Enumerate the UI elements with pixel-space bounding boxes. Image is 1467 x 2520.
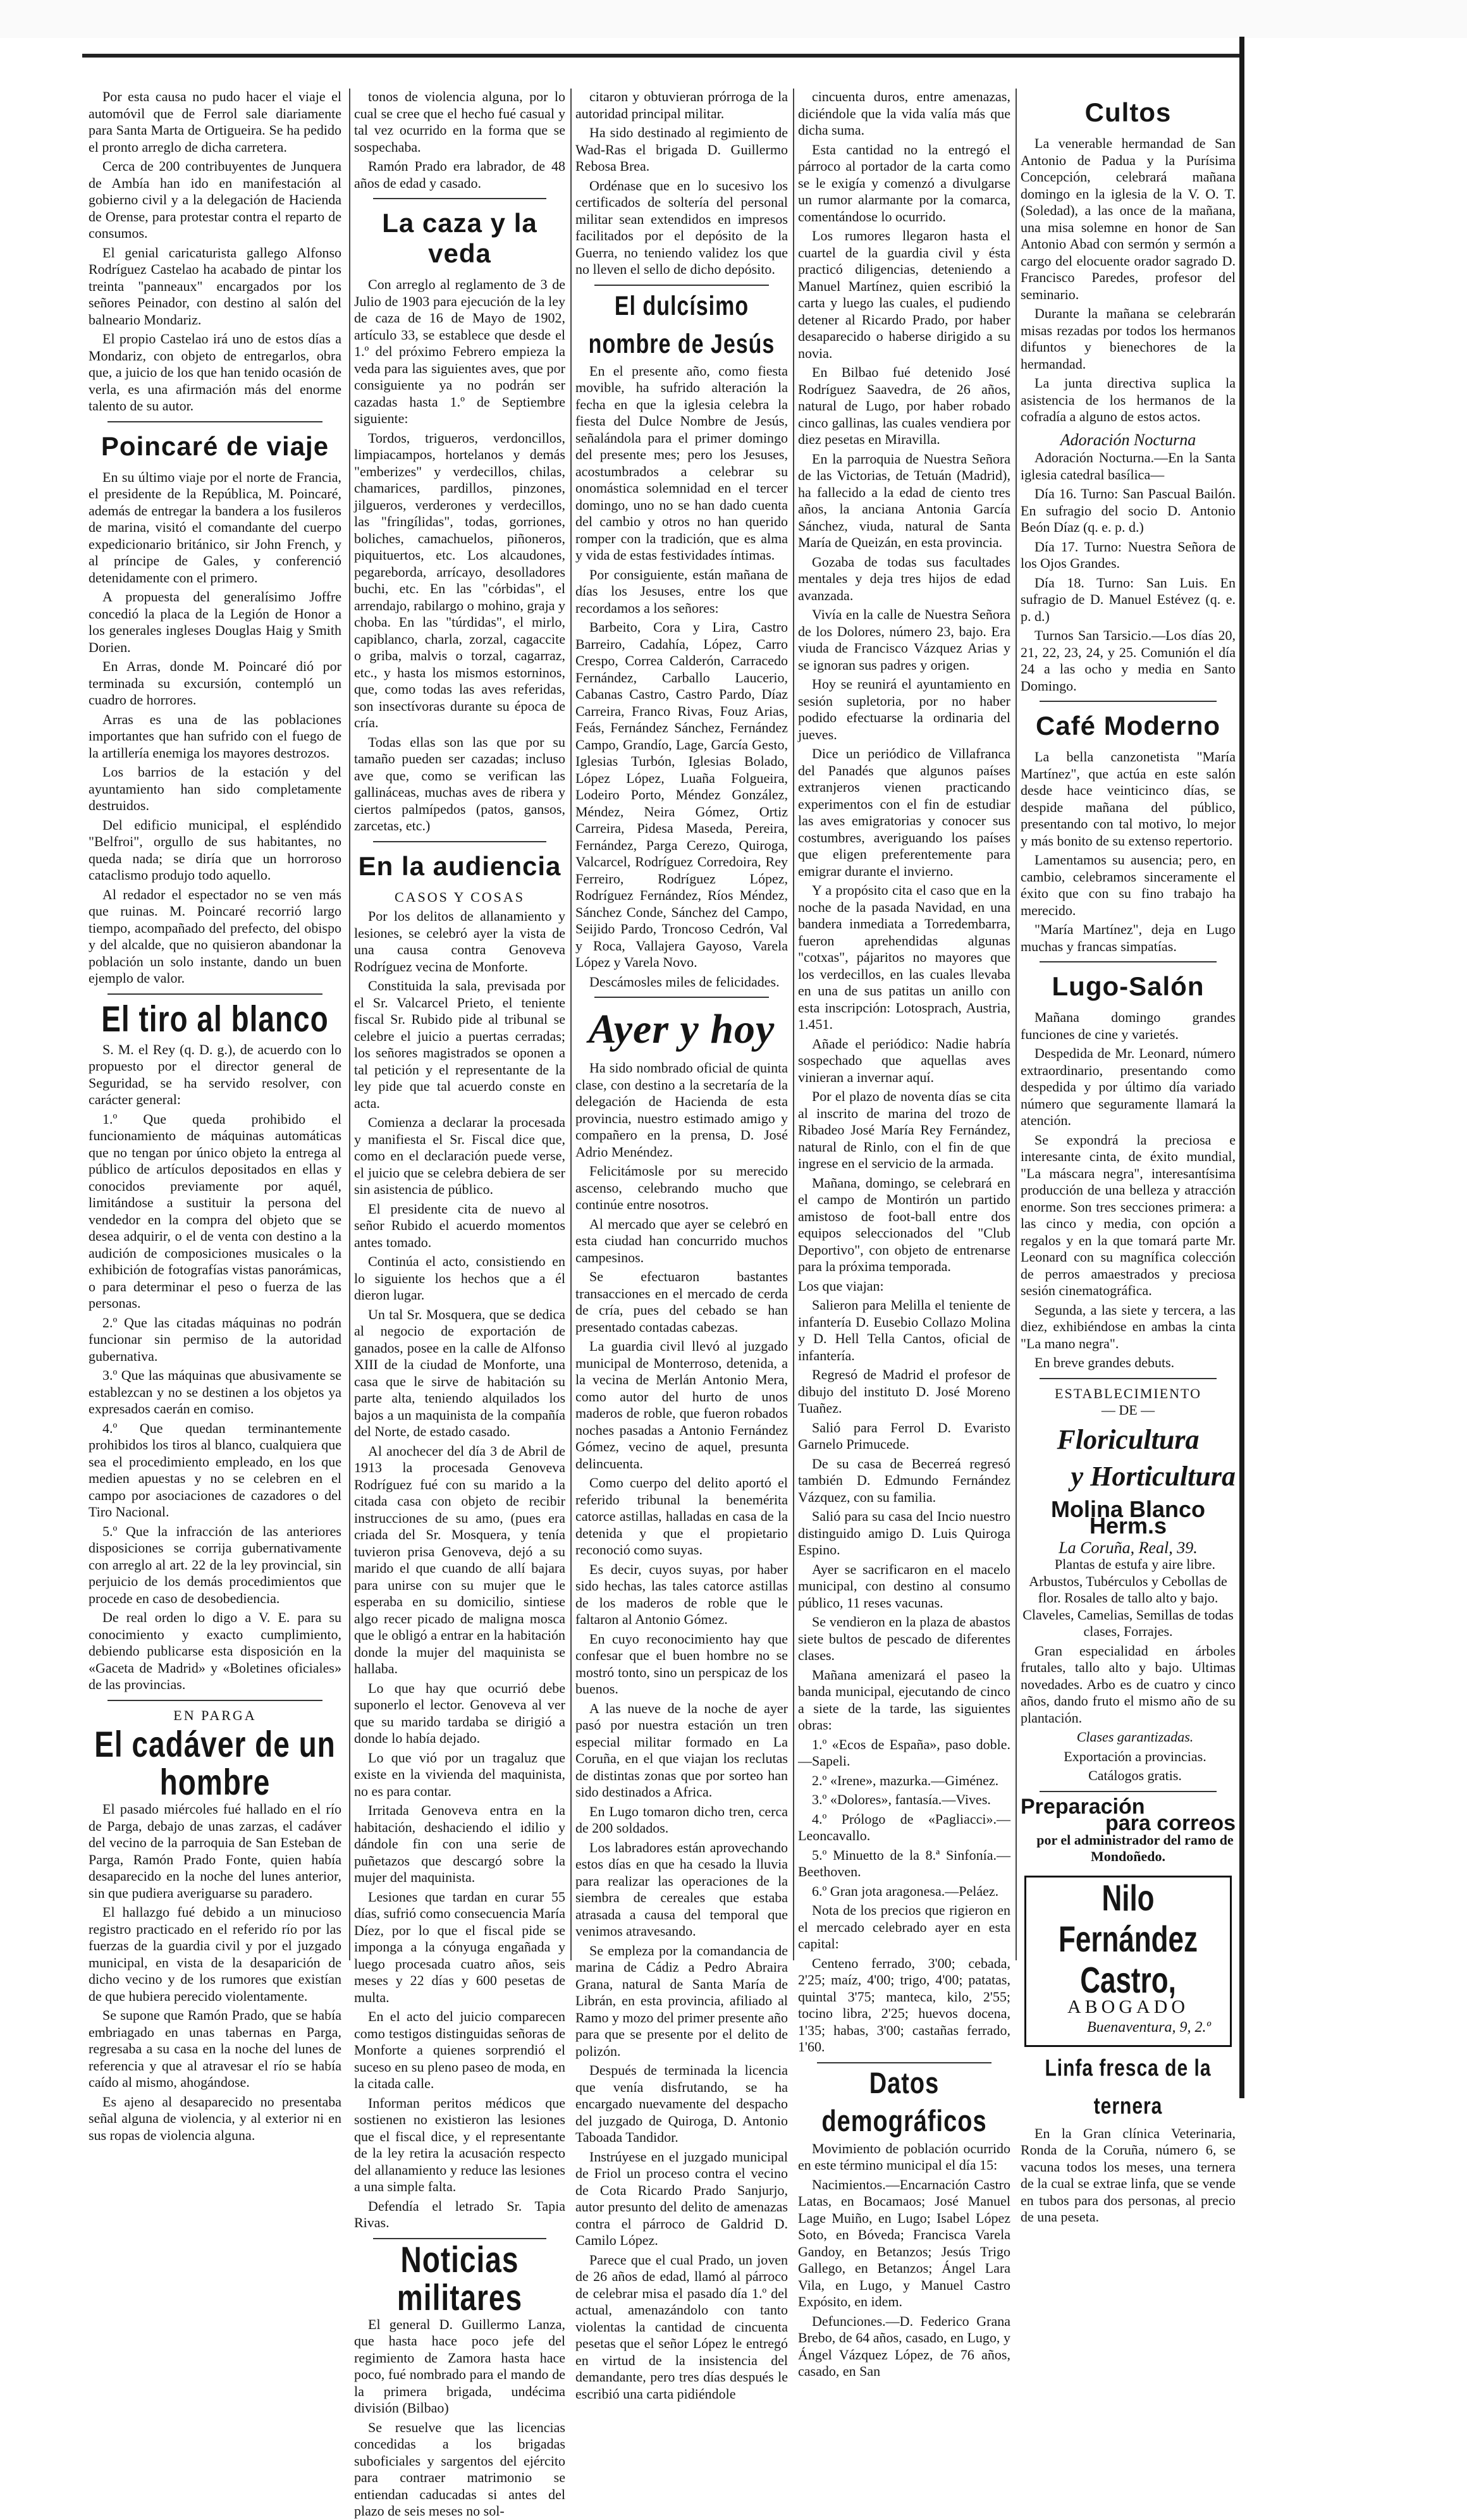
subheading-adoracion: Adoración Nocturna — [1060, 430, 1196, 449]
article-paragraph: En el acto del juicio comparecen como testigos distinguidas señoras de Monforte a quienes sorprendió el suceso en su pleno paseo de moda, en la citada calle. — [354, 2008, 565, 2091]
headline-linfa: Linfa fresca de la ternera — [1045, 2055, 1212, 2119]
article-paragraph: 2.º Que las citadas máquinas no podrán funcionar sin permiso de la autoridad gubernativa. — [89, 1314, 341, 1364]
ad-preparacion-text: por el administrador del ramo de Mondoñedo. — [1036, 1831, 1234, 1864]
news-paragraph: Mañana amenizará el paseo la banda municipal, ejecutando de cinco a siete de la tarde, las siguientes obras: — [798, 1666, 1010, 1733]
news-paragraph: Nota de los precios que rigieron en el mercado celebrado ayer en esta capital: — [798, 1902, 1010, 1951]
article-paragraph: 4.º Que quedan terminantemente prohibidos los tiros al blanco, cualquiera que sea el procedimiento empleado, en los que medien apuestas y no se celebren en el campo por asociaciones de cazadores o del Tiro Nacional. — [89, 1420, 341, 1520]
news-paragraph: El propio Castelao irá uno de estos días a Mondariz, con objeto de entregarlos, obra que, a juicio de los que han tenido ocasión de verla, es una afirmación más del enorme talento de su autor. — [89, 331, 341, 414]
ad-floricultura: Floricultura — [1057, 1423, 1200, 1455]
column-4 — [798, 89, 1010, 2379]
article-paragraph: Adoración Nocturna.—En la Santa iglesia catedral basílica— — [1021, 450, 1236, 482]
article-paragraph: Instrúyese en el juzgado municipal de Friol un proceso contra el vecino de Cota Ricardo Prado Sanjurjo, autor presunto del delito de amenazas contra el párroco de Galdrid D. Camilo López. — [575, 2148, 788, 2248]
article-paragraph: La venerable hermandad de San Antonio de Padua y la Purísima Concepción, celebrará mañana domingo en la iglesia de la V. O. T. (Soledad), a las once de la mañana, una misa solemne en honor de San Antonio Abad con sermón y sermón a cargo del elocuente orador sagrado D. Francisco Paredes, profesor del seminario. — [1021, 135, 1236, 302]
news-paragraph: Gozaba de todas sus facultades mentales y deja tres hijos de edad avanzada. — [798, 553, 1010, 603]
section-divider — [107, 421, 322, 422]
article-paragraph: Se resuelve que las licencias concedidas a los brigadas suboficiales y sargentos del ejército para contraer matrimonio se entiendan caducadas si antes del plazo de seis meses no sol- — [354, 2419, 565, 2519]
headline-poincare: Poincaré de viaje — [101, 431, 329, 461]
ad-preparacion-title: Preparación — [1021, 1794, 1145, 1819]
program-item: 1.º «Ecos de España», paso doble.—Sapeli. — [798, 1736, 1010, 1769]
article-paragraph: Lo que vió por un tragaluz que existe en la vivienda del maquinista, no es para contar. — [354, 1749, 565, 1799]
article-paragraph: Comienza a declarar la procesada y manifiesta el Sr. Fiscal dice que, como en el declaración puede verse, el juicio que se celebra debiera de ser sin asistencia de público. — [354, 1114, 565, 1197]
ad-preparacion-line: para correos — [1105, 1811, 1236, 1835]
article-paragraph: En la Gran clínica Veterinaria, Ronda de la Coruña, número 6, se vacuna todos los meses, una ternera de la cual se extrae linfa, que se vende en tubos para dos personas, al precio de una peseta. — [1021, 2125, 1236, 2225]
news-paragraph: Hoy se reunirá el ayuntamiento en sesión supletoria, por no haber podido efectuarse la ordinaria del jueves. — [798, 676, 1010, 742]
article-paragraph: Es ajeno al desaparecido no presentaba señal alguna de violencia, y al exterior ni en sus ropas de violencia alguna. — [89, 2093, 341, 2143]
article-paragraph: En Arras, donde M. Poincaré dió por terminada su excursión, contempló un cuadro de horrores. — [89, 658, 341, 708]
section-divider — [1040, 961, 1217, 962]
ad-paragraph: Clases garantizadas. — [1076, 1729, 1194, 1745]
right-page-edge — [1239, 37, 1244, 2098]
article-paragraph: Turnos San Tarsicio.—Los días 20, 21, 22, 23, 24, y 25. Comunión el día 24 a las ocho y media en Santo Domingo. — [1021, 627, 1236, 694]
program-item: 4.º Prólogo de «Pagliacci».—Leoncavallo. — [798, 1810, 1010, 1843]
article-paragraph: Como cuerpo del delito aportó el referido tribunal la benemérita catorce astillas, halladas en casa de la detenida y que el propietario reconoció como suyas. — [575, 1475, 788, 1558]
section-divider — [373, 841, 546, 842]
news-paragraph: Por esta causa no pudo hacer el viaje el automóvil que de Ferrol sale diariamente para Santa Marta de Ortigueira. Se ha pedido el pronto arreglo de dicha carretera. — [89, 89, 341, 155]
news-paragraph: Esta cantidad no la entregó el párroco al portador de la carta como se le exigía y comenzó a divulgarse un rumor alarmante por la comarca, comentándose lo ocurrido. — [798, 141, 1010, 224]
article-paragraph: Defendía el letrado Sr. Tapia Rivas. — [354, 2197, 565, 2230]
article-paragraph: Constituida la sala, previsada por el Sr. Valcarcel Prieto, el teniente fiscal Sr. Rubido pide al tribunal se celebre el juicio a puertas cerradas; los señores magistrados se oponen a tal petición y el representante de la ley pide que tal acuerdo conste en acta. — [354, 978, 565, 1111]
ad-paragraph: Gran especialidad en árboles frutales, tallo alto y bajo. Ultimas novedades. Arbo es de cuatro y cinco años, dando fruto el mismo año de su plantación. — [1021, 1642, 1236, 1726]
news-paragraph: Vivía en la calle de Nuestra Señora de los Dolores, número 23, bajo. Era viuda de Francisco Vázquez Arias y se ignoran sus padres y origen. — [798, 606, 1010, 673]
headline-ayer-y-hoy: Ayer y hoy — [588, 1006, 775, 1052]
section-divider — [817, 2062, 991, 2063]
article-paragraph: Tordos, trigueros, verdoncillos, limpiacampos, hortelanos y demás "emberizes" y verdecillos, chilas, chamarices, pardillos, pinzones, jilgueros, verderones y verdecillos, las "fringílidas", todas, gorriones, boliches, camachuelos, piñoneros, piquituertos, etc. Los alcaudones, pegareborda, arrícayo, desolladores buchi, etc. En las "córbidas", el arrendajo, rabilargo o mohino, graja y choba. En las "túrdidas", el mirlo, capiblanco, charla, zorzal, cagaccite o griba, malvis o torzal, cagarraz, etc., y hasta los mismos estorninos, que, como todas las aves referidas, son insectívoras durante su época de cría. — [354, 429, 565, 730]
article-paragraph: Todas ellas son las que por su tamaño pueden ser cazadas; incluso ave que, como se verifican las gallináceas, muchas aves de ribera y ciertos palmípedos (patos, gansos, zarcetas, etc.) — [354, 734, 565, 833]
article-paragraph: "María Martínez", deja en Lugo muchas y francas simpatías. — [1021, 921, 1236, 954]
article-paragraph: 3.º Que las máquinas que abusivamente se establezcan y no se destinen a los objetos ya expresados caerán en comiso. — [89, 1367, 341, 1417]
article-paragraph: Al redador el espectador no se ven más que ruinas. M. Poincaré recorrió largo tiempo, acompañado del prefecto, del obispo y del alcalde, que no quisieron abandonar la población un solo instante, dando un buen ejemplo de valor. — [89, 886, 341, 986]
article-paragraph: Lesiones que tardan en curar 55 días, sufrió como consecuencia María Díez, por lo que el fiscal pide se imponga a la cónyuga engañada y luego procesada cuatro años, seis meses y 22 días y 600 pesetas de multa. — [354, 1888, 565, 2005]
article-paragraph: Al mercado que ayer se celebró en esta ciudad han concurrido muchos campesinos. — [575, 1215, 788, 1265]
article-paragraph: Parece que el cual Prado, un joven de 26 años de edad, llamó al párroco de celebrar misa el pasado día 1.º del actual, amenazándolo con tanto violentas la cantidad de cincuenta pesetas que el señor López le entregó en virtud de la insistencia del demandante, pero tres días después le escribió una carta pidiéndole — [575, 2251, 788, 2402]
news-paragraph: Y a propósito cita el caso que en la noche de la pasada Navidad, en una bandera inmediata a Torredembarra, fueron aprehendidas algunas "cotxas", pájaritos no mayores que los verdecillos, en las cuales llevaba en una de sus patitas un anillo con esta inscripción: Lotosprach, Austria, 1.451. — [798, 882, 1010, 1032]
article-paragraph: A las nueve de la noche de ayer pasó por nuestra estación un tren especial militar formado en La Coruña, en el que viajan los reclutas de distintas zonas que por sorteo han sido destinados a Africa. — [575, 1700, 788, 1800]
section-divider — [594, 285, 769, 286]
article-paragraph: Mañana domingo grandes funciones de cine y varietés. — [1021, 1009, 1236, 1042]
article-paragraph: 5.º Que la infracción de las anteriores disposiciones se corrija gubernativamente con arreglo al art. 22 de la ley provincial, sin perjuicio de los demás procedimientos que procede en caso de desobediencia. — [89, 1523, 341, 1606]
ad-address: La Coruña, Real, 39. — [1059, 1538, 1198, 1557]
news-paragraph: Cerca de 200 contribuyentes de Junquera de Ambía han ido en manifestación al gobierno civil y a la delegación de Hacienda de Orense, para protestar contra el reparto de consumos. — [89, 158, 341, 241]
article-paragraph: La junta directiva suplica la asistencia de los hermanos de la cofradía a alguno de estos actos. — [1021, 375, 1236, 424]
section-divider — [594, 997, 769, 998]
article-paragraph: Descámosles miles de felicidades. — [589, 973, 780, 990]
article-paragraph: De real orden lo digo a V. E. para su conocimiento y exacto cumplimiento, debiendo publicarse esta disposición en la «Gaceta de Madrid» y «Boletines oficiales» de las provincias. — [89, 1609, 341, 1692]
section-divider — [1040, 701, 1217, 702]
column-divider — [1016, 89, 1017, 1960]
article-paragraph: Del edificio municipal, el espléndido "Belfroi", orgullo de sus habitantes, no queda nada; se diría que un horroroso cataclismo produjo todo aquello. — [89, 816, 341, 883]
column-3 — [575, 89, 789, 2402]
news-paragraph: Salió para Ferrol D. Evaristo Garnelo Primucede. — [798, 1419, 1010, 1452]
headline-lugo-salon: Lugo-Salón — [1052, 971, 1205, 1001]
article-paragraph: Un tal Sr. Mosquera, que se dedica al negocio de exportación de ganados, posee en la calle de Alfonso XIII de la ciudad de Monforte, una casa que le sirve de habitación su parte alta, teniendo alquilados los bajos a un maquinista de la compañía del Norte, de estado casado. — [354, 1306, 565, 1439]
news-paragraph: Los que viajan: — [798, 1277, 884, 1294]
news-paragraph: Por el plazo de noventa días se cita al inscrito de marina del trozo de Ribadeo José María Rey Fernández, natural de Rinlo, con el fin de que ingrese en el servicio de la armada. — [798, 1088, 1010, 1171]
headline-nombre-de-jesus: El dulcísimo nombre de Jesús — [588, 290, 775, 359]
news-paragraph: Se vendieron en la plaza de abastos siete bultos de pescado de diferentes clases. — [798, 1614, 1010, 1663]
article-paragraph: Barbeito, Cora y Lira, Castro Barreiro, Cadahía, López, Carro Crespo, Correa Calderón, Carracedo Fernández, Carballo Laucerio, Cabanas Castro, Castro Pardo, Díaz Carreira, Franco Rivas, Fouz Arias, Feás, Fernández Sánchez, Fernández Campo, Grandío, Lage, García Gesto, Iglesias Turbón, Iglesias Bolado, López López, Luaña Folgueira, Lodeiro Porto, Méndez González, Méndez, Neira Gómez, Ortiz Carreira, Pidesa Maseda, Pereira, Fernández, Parga Cerezo, Quiroga, Valcarcel, Rodríguez Corredoira, Rey Ferreiro, Rodríguez López, Rodríguez Fernández, Ríos Méndez, Sánchez Conde, Sánchez del Campo, Seijido Pardo, Troncoso Cedrón, Val y Roca, Vallajera Gayoso, Varela López y Varela Novo. — [575, 619, 788, 970]
news-paragraph: Mañana, domingo, se celebrará en el campo de Montirón un partido amistoso de foot-ball entre dos equipos seleccionados del "Club Deportivo", con objeto de entrenarse para la próxima temporada. — [798, 1174, 1010, 1274]
column-divider — [793, 89, 794, 1960]
program-item: 6.º Gran jota aragonesa.—Peláez. — [812, 1883, 999, 1899]
article-paragraph: Por consiguiente, están mañana de días los Jesuses, entre los que recordamos a los señores: — [575, 566, 788, 616]
article-paragraph: Durante la mañana se celebrarán misas rezadas por todos los hermanos difuntos y bienechores de la hermandad. — [1021, 305, 1236, 372]
article-paragraph: Despedida de Mr. Leonard, número extraordinario, presentando como despedida y por último día variado número que seguramente llamará la atención. — [1021, 1045, 1236, 1128]
article-paragraph: Con arreglo al reglamento de 3 de Julio de 1903 para ejecución de la ley de caza de 16 de Mayo de 1902, artículo 33, se establece que desde el 1.º del próximo Febrero empieza la veda para las siguientes aves, que por consiguiente ya no podrán ser cazadas hasta 1.º de Septiembre siguiente: — [354, 276, 565, 426]
headline-cultos: Cultos — [1084, 97, 1172, 127]
article-paragraph: En Lugo tomaron dicho tren, cerca de 200 soldados. — [575, 1803, 788, 1836]
headline-audiencia: En la audiencia — [358, 851, 562, 881]
headline-noticias-militares: Noticias militares — [396, 2239, 523, 2318]
headline-caza: La caza y la veda — [382, 208, 537, 268]
news-paragraph: El genial caricaturista gallego Alfonso Rodríguez Castelao ha acabado de pintar los treinta "panneaux" encargados por los señores Peinador, con destino al salón del balneario Mondariz. — [89, 244, 341, 328]
section-divider — [107, 1700, 322, 1701]
column-2 — [354, 89, 565, 2519]
kicker-casos-y-cosas: CASOS Y COSAS — [394, 888, 525, 905]
article-paragraph: En cuyo reconocimiento hay que confesar que el buen hombre no se mostró tonto, sino un perspicaz de los buenos. — [575, 1630, 788, 1697]
section-divider — [373, 198, 546, 199]
ad-paragraph: Plantas de estufa y aire libre. Arbustos, Tubérculos y Cebollas de flor. Rosales de tallo alto y bajo. Claveles, Camelias, Semillas de todas clases, Forrajes. — [1022, 1556, 1234, 1639]
article-paragraph: Por los delitos de allanamiento y lesiones, se celebró ayer la vista de una causa contra Genoveva Rodríguez vecina de Monforte. — [354, 908, 565, 974]
article-paragraph: S. M. el Rey (q. D. g.), de acuerdo con lo propuesto por el director general de Seguridad, se ha servido resolver, con carácter general: — [89, 1041, 341, 1107]
article-paragraph: Se supone que Ramón Prado, que se había embriagado en unas tabernas en Parga, regresaba a su casa en la noche del lunes de referencia y que al atravesar el río se había caído al mismo, ahogándose. — [89, 2007, 341, 2090]
article-paragraph: El pasado miércoles fué hallado en el río de Parga, debajo de unas zarzas, el cadáver del vecino de la parroquia de San Esteban de Parga, Ramón Prado Fonte, quien había desaparecido en la noche del lunes anterior, sin que pudiera averiguarse su paradero. — [89, 1801, 341, 1901]
program-item: 3.º «Dolores», fantasía.—Vives. — [812, 1792, 991, 1807]
section-divider — [107, 993, 322, 995]
section-divider — [1040, 1791, 1217, 1792]
article-paragraph: Lamentamos su ausencia; pero, en cambio, celebramos sinceramente el éxito que con su fino trabajo ha merecido. — [1021, 852, 1236, 918]
article-paragraph: Continúa el acto, consistiendo en lo siguiente los hechos que a él dieron lugar. — [354, 1253, 565, 1303]
article-paragraph: En el presente año, como fiesta movible, ha sufrido alteración la fecha en que la iglesia celebra la fiesta del Dulce Nombre de Jesús, señalándola para el primer domingo del presente mes; pero los Jesuses, acostumbrados a celebrar su onomástica solemnidad en el tercer domingo, uno no se han dado cuenta del cambio y otros no han querido romper con la tradición, que es alma y vida de estas festividades íntimas. — [575, 362, 788, 563]
headline-cafe-moderno: Café Moderno — [1035, 711, 1220, 741]
ad-paragraph: Exportación a provincias. — [1064, 1748, 1206, 1764]
headline-tiro-al-blanco: El tiro al blanco — [101, 998, 329, 1039]
article-paragraph: Movimiento de población ocurrido en este término municipal el día 15: — [798, 2140, 1010, 2173]
article-paragraph: Los labradores están aprovechando estos días en que ha cesado la lluvia para realizar las operaciones de la siembra de cereales que estaba atrasada a causa del temporal que venimos atravesando. — [575, 1839, 788, 1939]
article-paragraph: Defunciones.—D. Federico Grana Brebo, de 64 años, casado, en Lugo, y Ángel Vázquez López, de 76 años, casado, en San — [798, 2313, 1010, 2379]
ad-abogado-address: Buenaventura, 9, 2.º — [1086, 2019, 1211, 2036]
program-item: 2.º «Irene», mazurka.—Giménez. — [812, 1772, 999, 1788]
article-paragraph: La guardia civil llevó al juzgado municipal de Monterroso, detenida, a la vecina de Merlán Antonio Mera, como autor del hurto de unos maderos de roble, que fueron robados noches pasadas a Antonio Fernández Gómez, vecino de aquel, presunta delincuenta. — [575, 1338, 788, 1472]
article-paragraph: Al anochecer del día 3 de Abril de 1913 la procesada Genoveva Rodríguez fué con su marido a la citada casa con objeto de recibir instrucciones de su amo, (pues era criada del Sr. Mosquera, y tenía tuvieron prisa Genoveva, dejó a su marido el que cuando de allí bajara para unirse con su mujer que le esperaba en su domicilio, sintiese algo recer picado de maligna mosca que le obligó a entrar en la habitación donde la mujer del maquinista se hallaba. — [354, 1442, 565, 1676]
article-paragraph: Después de terminada la licencia que venía disfrutando, se ha encargado nuevamente del despacho del juzgado de Quiroga, D. Antonio Taboada Tandidor. — [575, 2062, 788, 2145]
news-paragraph: En Bilbao fué detenido José Rodríguez Saavedra, de 26 años, natural de Lugo, por haber robado cinco gallinas, las cuales vendiera por diez pesetas en Miravilla. — [798, 364, 1010, 447]
article-paragraph: La bella canzonetista "María Martínez", que actúa en este salón desde hace veinticinco días, se despide mañana del público, presentando con tal motivo, lo mejor y más bonito de su extenso repertorio. — [1021, 749, 1236, 849]
article-paragraph: A propuesta del generalísimo Joffre concedió la placa de la Legión de Honor a los generales ingleses Douglas Haig y Smith Dorien. — [89, 589, 341, 655]
article-paragraph: Segunda, a las siete y tercera, a las diez, exhibiéndose en ambas la cinta "La mano negra". — [1021, 1301, 1236, 1351]
article-paragraph: 1.º Que queda prohibido el funcionamiento de máquinas automáticas que no tengan por único objeto la entrega al público de artículos depositados en ellas y conocidos previamente por aquél, limitándose a sustituir la persona del vendedor en la compra del objeto que se desea adquirir, o el de venta con destino a la audición de composiciones musicales o la exhibición de fotografías vistas panorámicas, o para determinar el peso o fuerza de las personas. — [89, 1110, 341, 1311]
article-paragraph: Se empleza por la comandancia de marina de Cádiz a Pedro Abraira Grana, natural de Santa María de Librán, en esta provincia, afiliado al Ramo y mozo del primer presente año para que se presente por el delito de polizón. — [575, 1942, 789, 2059]
article-paragraph: Se expondrá la preciosa e interesante cinta, de éxito mundial, "La máscara negra", interesantísima producción de una belleza y atracción enorme. Son tres secciones primera: a las cinco y media, con opción a regalos y en la que tomará parte Mr. Leonard con su magnífica colección de perros amaestrados y preciosa sesión cinematográfica. — [1021, 1131, 1236, 1298]
column-1 — [89, 89, 341, 2143]
article-paragraph: Ha sido nombrado oficial de quinta clase, con destino a la secretaría de la delegación de Hacienda de esta provincia, nuestro estimado amigo y compañero en la prensa, D. José Adrio Menéndez. — [575, 1060, 788, 1160]
ad-horticultura: y Horticultura — [1071, 1460, 1236, 1492]
kicker-en-parga: EN PARGA — [173, 1707, 257, 1723]
news-paragraph: Salió para su casa del Incio nuestro distinguido amigo D. Luis Quiroga Espino. — [798, 1508, 1010, 1558]
news-paragraph: Ordénase que en lo sucesivo los certificados de soltería del personal militar sean extendidos en impresos facilitados por el depósito de la Guerra, no teniendo validez los que no lleven el sello de dicho depósito. — [575, 177, 788, 277]
section-divider — [1040, 1378, 1217, 1379]
article-paragraph: Día 18. Turno: San Luis. En sufragio de D. Manuel Estévez (q. e. p. d.) — [1021, 574, 1236, 624]
ad-kicker-establecimiento: ESTABLECIMIENTO — [1055, 1385, 1201, 1401]
article-paragraph: Nacimientos.—Encarnación Castro Latas, en Bocamaos; José Manuel Lage Muiño, en Lugo; Isabel López Soto, en Bóveda; Francisca Varela Gandoy, en Betanzos; Jesús Trigo Gallego, en Betanzos; Ángel Lara Vila, en Lugo, y Manuel Castro Expósito, en idem. — [798, 2176, 1010, 2309]
news-paragraph: tonos de violencia alguna, por lo cual se cree que el hecho fué casual y tal vez ocurrido en la forma que se sospechaba. — [354, 89, 565, 155]
ad-box-abogado — [1024, 1876, 1232, 2047]
ad-owner: Molina Blanco Herm.s — [1050, 1496, 1206, 1539]
news-paragraph: Los rumores llegaron hasta el cuartel de la guardia civil y ésta practicó diligencias, deteniendo a Manuel Martínez, quien escribió la carta y luego las cuales, el pudiendo detener al Ricardo Prado, por haber desaparecido o haberse dirigido a su novia. — [798, 228, 1010, 361]
article-paragraph: El presidente cita de nuevo al señor Rubido el acuerdo momentos antes tomado. — [354, 1200, 565, 1250]
article-paragraph: Informan peritos médicos que sostienen no existieron las lesiones que el fiscal dice, y el representante de la ley retira la acusación respecto del allanamiento y reduce las lesiones a una simple falta. — [354, 2094, 565, 2194]
news-paragraph: cincuenta duros, entre amenazas, diciéndole que la vida valía más que dicha suma. — [798, 89, 1010, 138]
news-paragraph: Ha sido destinado al regimiento de Wad-Ras el brigada D. Guillermo Rebosa Brea. — [575, 125, 788, 174]
article-paragraph: En breve grandes debuts. — [1034, 1355, 1175, 1370]
article-paragraph: Día 16. Turno: San Pascual Bailón. En sufragio del socio D. Antonio Beón Díaz (q. e. p. d.) — [1021, 486, 1236, 535]
article-paragraph: Irritada Genoveva entra en la habitación, deshaciendo el idilio y dándole fin con una serie de puñetazos que descargó sobre la mujer del maquinista. — [354, 1802, 565, 1885]
news-paragraph: De su casa de Becerreá regresó también D. Edmundo Fernández Vázquez, con su familia. — [798, 1455, 1010, 1505]
ad-de: — DE — — [1101, 1402, 1155, 1418]
ad-abogado-name: Nilo Fernández Castro, — [1058, 1878, 1198, 2001]
headline-cadaver: El cadáver de un hombre — [94, 1723, 336, 1803]
header-rule — [82, 54, 1239, 58]
news-paragraph: Añade el periódico: Nadie habría sospechado que aquellas aves vinieran a invernar aquí. — [798, 1035, 1010, 1085]
article-paragraph: El general D. Guillermo Lanza, que hasta hace poco jefe del regimiento de Zamora hasta hace poco, fué nombrado para el mando de la primera brigada, undécima división (Bilbao) — [354, 2316, 565, 2416]
column-5 — [1021, 89, 1236, 2225]
headline-datos-demograficos: Datos demográficos — [821, 2067, 987, 2138]
page-top-margin — [0, 0, 1467, 38]
news-paragraph: Ramón Prado era labrador, de 48 años de edad y casado. — [354, 158, 565, 191]
article-paragraph: Arras es una de las poblaciones importantes que han sufrido con el fuego de la artillería enemiga los mayores destrozos. — [89, 711, 341, 761]
column-divider — [570, 89, 572, 1960]
news-paragraph: En la parroquia de Nuestra Señora de las Victorias, de Tetuán (Madrid), ha fallecido a la edad de ciento tres años, la anciana Antonia García Sánchez, viuda, natural de Santa María de Queizán, en esta provincia. — [798, 450, 1010, 550]
news-paragraph: Ayer se sacrificaron en el macelo municipal, con destino al consumo público, 11 reses vacunas. — [798, 1561, 1010, 1611]
news-paragraph: Salieron para Melilla el teniente de infantería D. Eusebio Collazo Molina y D. Hell Tella Cantos, oficial de infantería. — [798, 1297, 1010, 1363]
ad-paragraph: Catálogos gratis. — [1088, 1767, 1182, 1783]
news-paragraph: Regresó de Madrid el profesor de dibujo del instituto D. José Moreno Tuañez. — [798, 1367, 1010, 1416]
article-paragraph: Es decir, cuyos suyas, por haber sido hechas, las tales catorce astillas de los maderos de roble que le faltaron al Antonio Gómez. — [575, 1561, 788, 1627]
news-paragraph: Dice un periódico de Villafranca del Panadés que algunos países extranjeros vienen practicando experimentos con el fin de estudiar las aves emigratorias y conocer sus costumbres, averiguando los países que eligen preferentemente para emigrar durante el invierno. — [798, 746, 1010, 879]
article-paragraph: Día 17. Turno: Nuestra Señora de los Ojos Grandes. — [1021, 538, 1236, 571]
article-paragraph: Se efectuaron bastantes transacciones en el mercado de cerda de cría, pues del cebado se han presentado contadas cabezas. — [575, 1269, 788, 1335]
article-paragraph: Los barrios de la estación y del ayuntamiento han sido completamente destruidos. — [89, 764, 341, 813]
program-item: 5.º Minuetto de la 8.ª Sinfonía.—Beethoven. — [798, 1847, 1010, 1879]
article-paragraph: El hallazgo fué debido a un minucioso registro practicado en el referido río por las fuerzas de la guardia civil y por el juzgado municipal, en vista de la desaparición de dicho vecino y de los rumores que existían de que hubiera perecido violentamente. — [89, 1904, 341, 2004]
column-divider — [349, 89, 350, 1960]
article-paragraph: En su último viaje por el norte de Francia, el presidente de la República, M. Poincaré, además de entregar la bandera a los fusileros de marina, visitó el comandante del cuerpo expedicionario británico, sir John French, y al príncipe de Gales, y conferenció detenidamente con el primero. — [89, 469, 341, 586]
ad-abogado-role: ABOGADO — [1067, 1996, 1189, 2017]
news-paragraph: citaron y obtuvieran prórroga de la autoridad principal militar. — [575, 89, 788, 121]
news-paragraph: Centeno ferrado, 3'00; cebada, 2'25; maíz, 4'00; trigo, 4'00; patatas, quintal 3'75; manteca, kilo, 2'55; tocino libra, 2'25; huevos docena, 1'35; habas, 3'00; castañas ferrado, 1'60. — [798, 1955, 1010, 2055]
article-paragraph: Felicitámosle por su merecido ascenso, celebrando mucho que continúe entre nosotros. — [575, 1163, 788, 1212]
article-paragraph: Lo que hay que ocurrió debe suponerlo el lector. Genoveva al ver que su marido tardaba se dirigió a donde lo había dejado. — [354, 1680, 565, 1746]
